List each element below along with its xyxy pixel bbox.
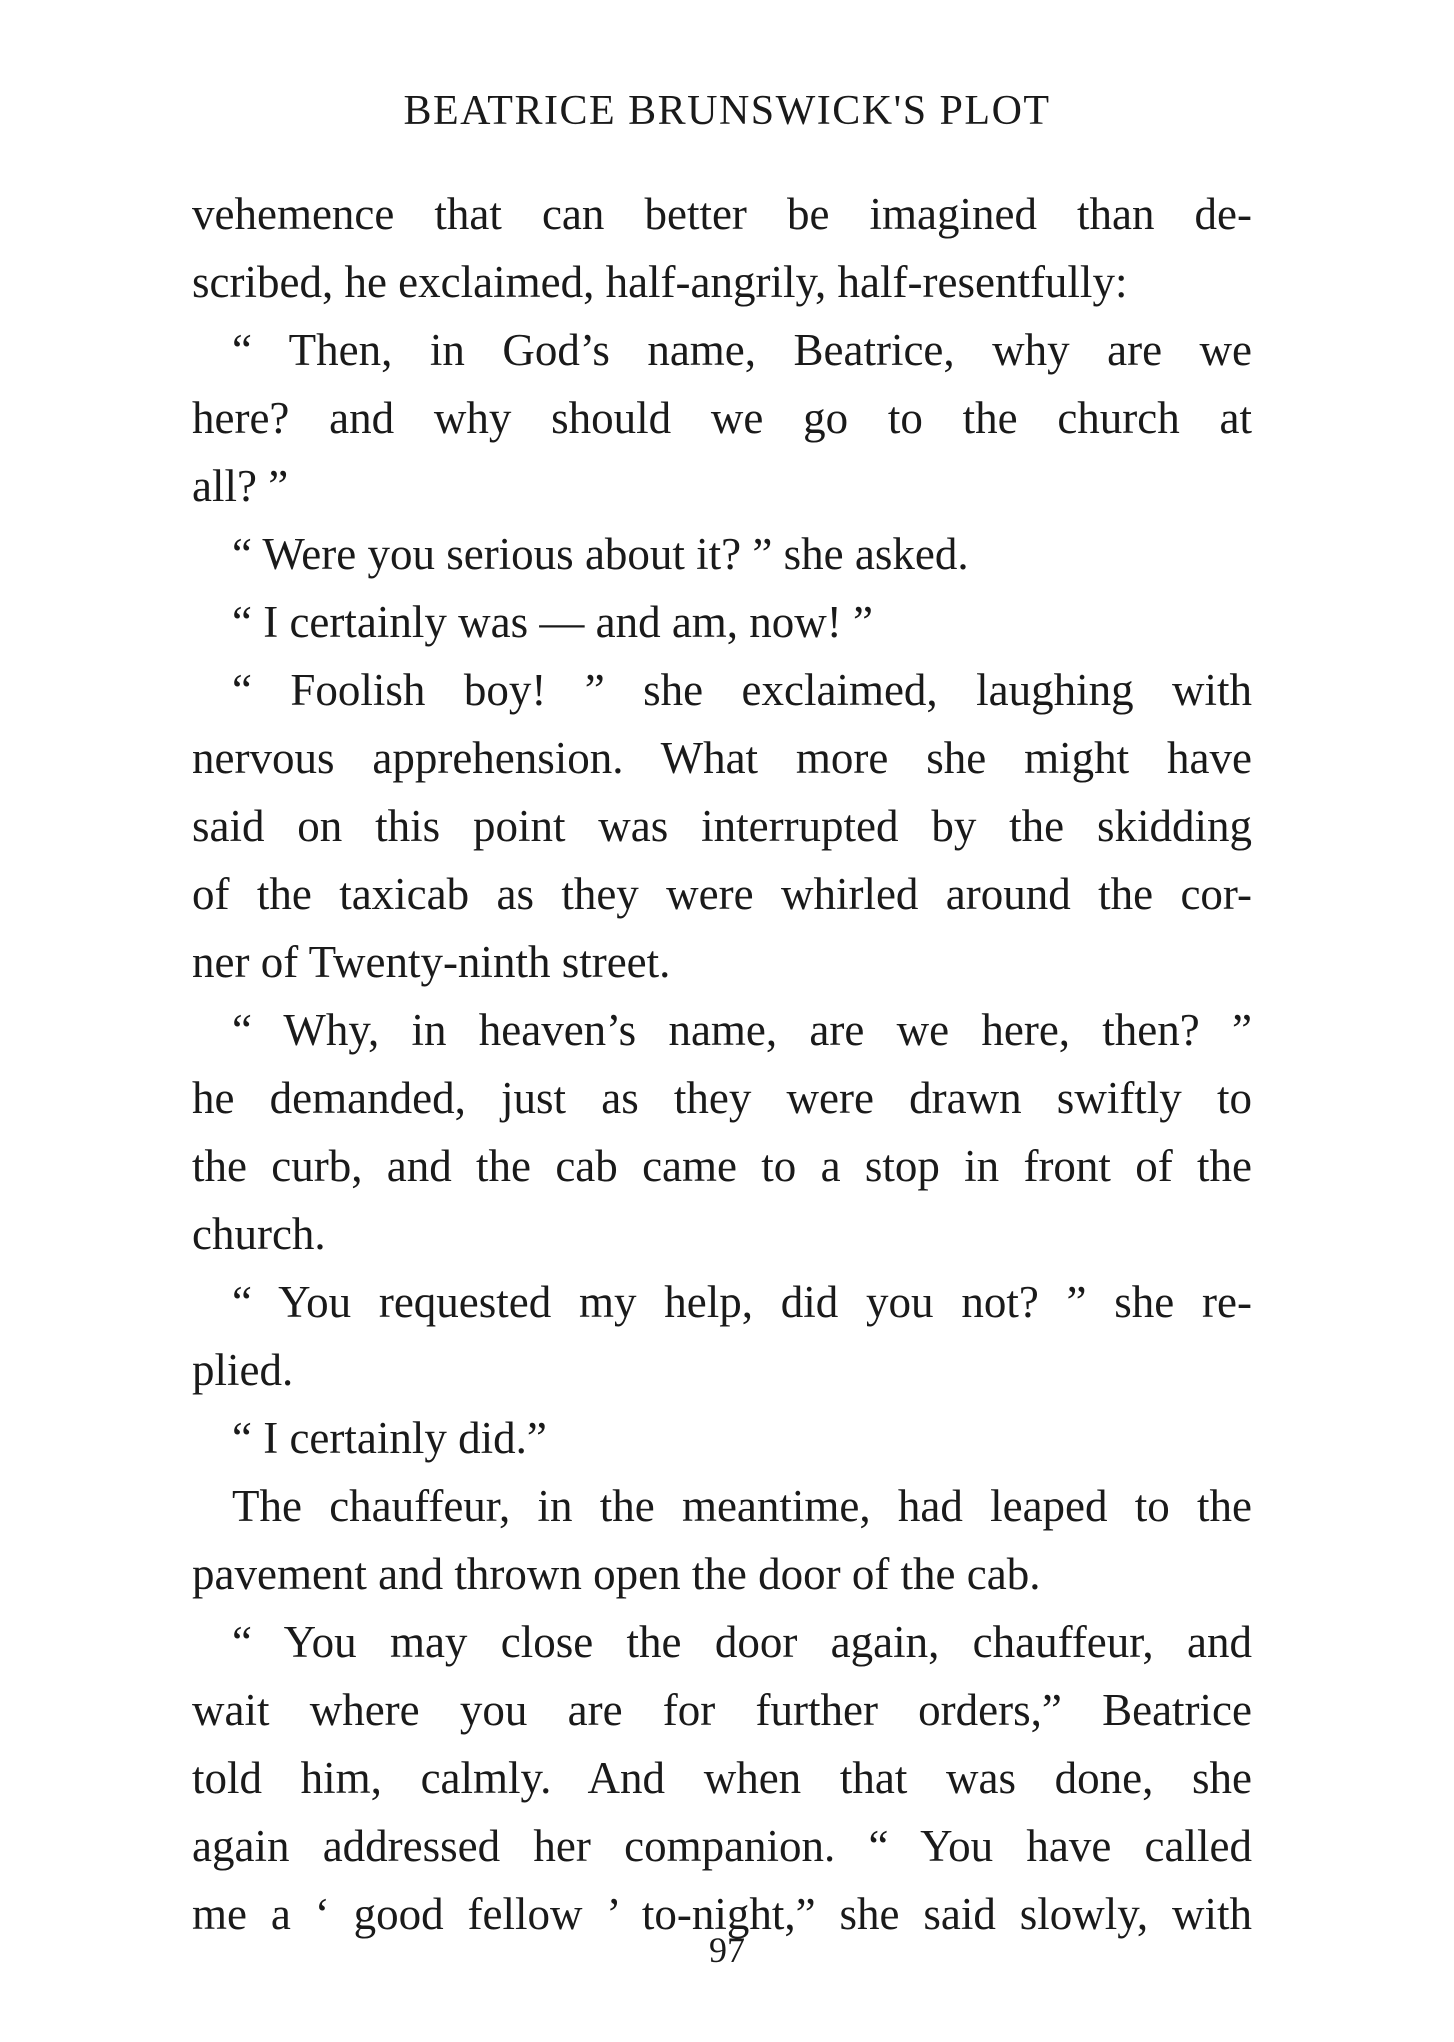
text-line: ner of Twenty-ninth street. [192,937,671,987]
text-line: here? and why should we go to the church at [192,393,1252,443]
text-line: “ I certainly did.” [232,1413,547,1463]
text-line: “ Why, in heaven’s name, are we here, then? ” [232,1005,1252,1055]
text-line: “ You requested my help, did you not? ” she re- [232,1277,1252,1327]
text-line: me a ‘ good fellow ’ to-night,” she said slowly, with [192,1889,1252,1939]
text-line: pavement and thrown open the door of the cab. [192,1549,1041,1599]
text-line: all? ” [192,461,289,511]
text-line: the curb, and the cab came to a stop in front of the [192,1141,1252,1191]
page-number: 97 [709,1930,745,1970]
text-line: he demanded, just as they were drawn swiftly to [192,1073,1252,1123]
text-line: church. [192,1209,326,1259]
running-head: BEATRICE BRUNSWICK'S PLOT [403,88,1051,134]
text-line: “ Foolish boy! ” she exclaimed, laughing with [232,665,1252,715]
text-line: said on this point was interrupted by the skidding [192,801,1252,851]
text-line: plied. [192,1345,294,1395]
text-line: told him, calmly. And when that was done, she [192,1753,1252,1803]
text-line: scribed, he exclaimed, half-angrily, half-resentfully: [192,257,1128,307]
text-line: The chauffeur, in the meantime, had leaped to the [232,1481,1252,1531]
text-line: “ You may close the door again, chauffeur, and [232,1617,1252,1667]
text-line: nervous apprehension. What more she might have [192,733,1252,783]
text-line: “ Then, in God’s name, Beatrice, why are we [232,325,1252,375]
text-line: vehemence that can better be imagined than de- [192,189,1252,239]
text-line: of the taxicab as they were whirled around the cor- [192,869,1252,919]
text-line: “ I certainly was — and am, now! ” [232,597,874,647]
body-text [192,180,1252,1948]
text-line: wait where you are for further orders,” Beatrice [192,1685,1252,1735]
text-line: “ Were you serious about it? ” she asked. [232,529,969,579]
text-line: again addressed her companion. “ You have called [192,1821,1252,1871]
